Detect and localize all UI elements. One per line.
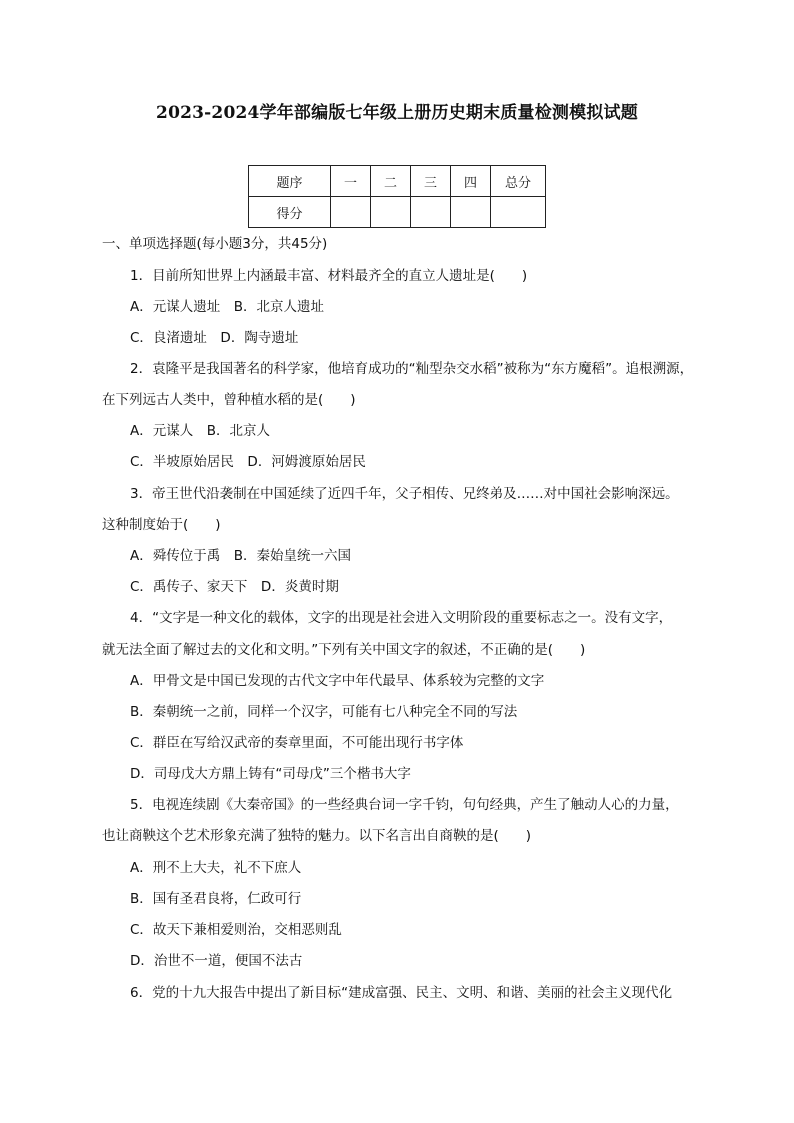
score-header-cell: 二 [371, 166, 411, 197]
option-d: D．治世不一道，便国不法古 [130, 953, 303, 969]
question-options: C．良渚遗址 D．陶寺遗址 [130, 330, 299, 346]
score-cell [331, 197, 371, 228]
option-d: D．司母戊大方鼎上铸有“司母戊”三个楷书大字 [130, 766, 411, 782]
question-options: A．元谋人 B．北京人 [130, 423, 270, 439]
score-header-cell: 题序 [249, 166, 331, 197]
question-stem-continued: 在下列远古人类中，曾种植水稻的是( ) [102, 392, 356, 408]
score-cell [371, 197, 411, 228]
score-header-cell: 一 [331, 166, 371, 197]
question-stem: 5．电视连续剧《大秦帝国》的一些经典台词一字千钧，句句经典，产生了触动人心的力量， [130, 797, 679, 813]
question-stem-continued: 这种制度始于( ) [102, 517, 221, 533]
question-stem: 2．袁隆平是我国著名的科学家，他培育成功的“籼型杂交水稻”被称为“东方魔稻”。追根溯源， [130, 361, 694, 377]
question-stem: 6．党的十九大报告中提出了新目标“建成富强、民主、文明、和谐、美丽的社会主义现代化 [130, 985, 673, 1001]
section-heading: 一、单项选择题(每小题3分，共45分) [102, 236, 328, 252]
question-options: C．半坡原始居民 D．河姆渡原始居民 [130, 454, 366, 470]
question-stem: 4．“文字是一种文化的载体，文字的出现是社会进入文明阶段的重要标志之一。没有文字， [130, 610, 673, 626]
option-a: A．刑不上大夫，礼不下庶人 [130, 860, 302, 876]
score-cell [491, 197, 546, 228]
score-header-cell: 三 [411, 166, 451, 197]
question-options: A．元谋人遗址 B．北京人遗址 [130, 299, 324, 315]
question-stem-continued: 就无法全面了解过去的文化和文明。”下列有关中国文字的叙述，不正确的是( ) [102, 642, 586, 658]
option-a: A．甲骨文是中国已发现的古代文字中年代最早、体系较为完整的文字 [130, 673, 545, 689]
option-b: B．秦朝统一之前，同样一个汉字，可能有七八种完全不同的写法 [130, 704, 518, 720]
option-b: B．国有圣君良将，仁政可行 [130, 891, 302, 907]
score-header-cell: 总分 [491, 166, 546, 197]
option-c: C．群臣在写给汉武帝的奏章里面，不可能出现行书字体 [130, 735, 464, 751]
score-row-label: 得分 [249, 197, 331, 228]
score-header-cell: 四 [451, 166, 491, 197]
option-c: C．故天下兼相爱则治，交相恶则乱 [130, 922, 342, 938]
question-stem-continued: 也让商鞅这个艺术形象充满了独特的魅力。以下名言出自商鞅的是( ) [102, 828, 532, 844]
score-cell [451, 197, 491, 228]
score-table-score-row [249, 197, 546, 228]
question-options: A．舜传位于禹 B．秦始皇统一六国 [130, 548, 351, 564]
score-table [248, 165, 546, 228]
question-options: C．禹传子、家天下 D．炎黄时期 [130, 579, 339, 595]
score-table-header-row [249, 166, 546, 197]
question-stem: 1．目前所知世界上内涵最丰富、材料最齐全的直立人遗址是( ) [130, 268, 528, 284]
question-stem: 3．帝王世代沿袭制在中国延续了近四千年，父子相传、兄终弟及……对中国社会影响深远。 [130, 486, 679, 502]
score-cell [411, 197, 451, 228]
page-title: 2023-2024学年部编版七年级上册历史期末质量检测模拟试题 [156, 103, 638, 123]
